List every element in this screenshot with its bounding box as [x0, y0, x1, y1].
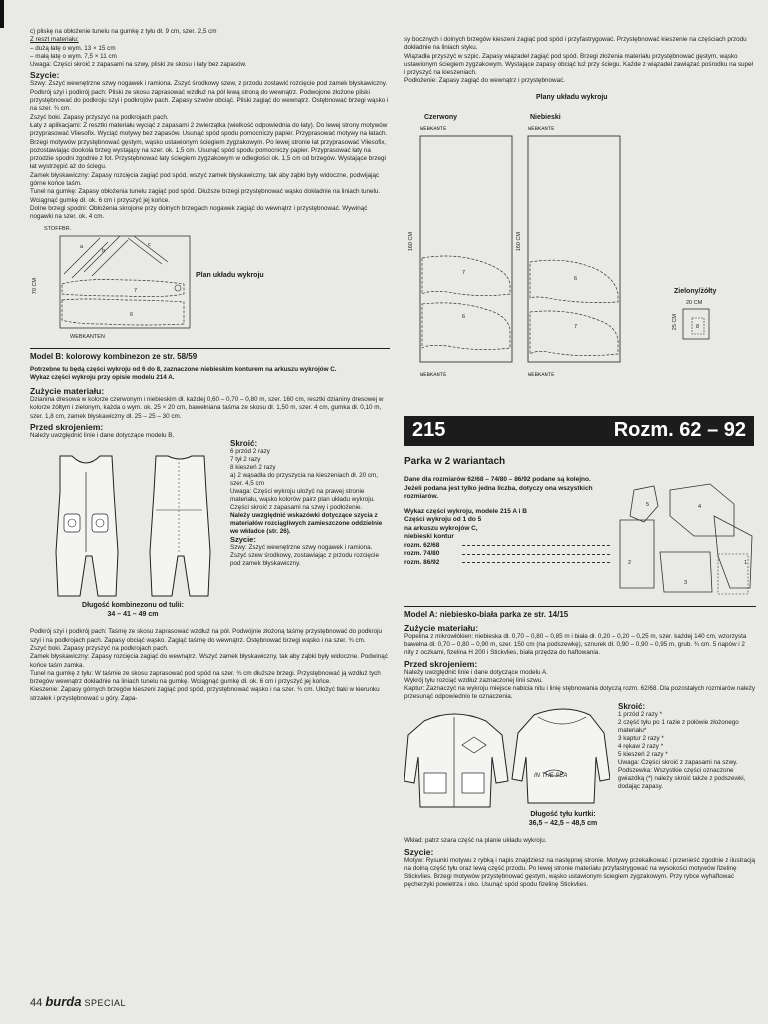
pattern-sizes: Rozm. 62 – 92	[613, 419, 746, 441]
plans-caption: Plany układu wykroju	[536, 93, 608, 101]
szycie-paragraph: Zamek błyskawiczny: Zapasy rozcięcia zagiąć pod spód, wszyć zamek błyskawiczny, tak aby ząbki były widoczne, podwijając górne końce taśm.	[30, 171, 380, 188]
model-a-before-heading: Przed skrojeniem:	[404, 658, 478, 669]
szycie-text: Szwy: Zszyć wewnętrzne szwy nogawek i ramiona. Zszyć szew środkowy, zostawiając z przodu rozcięcie pod zamek błyskawiczny.	[230, 544, 379, 568]
stoffbr-label: STOFFBR.	[44, 225, 72, 232]
piece-6-label: 6	[462, 313, 466, 320]
top-paragraph: Podłożenie: Zapasy zagiąć do wewnątrz i przystębnować.	[404, 77, 566, 85]
parka-piece-num: 3	[684, 580, 688, 586]
model-a-kaptur: Kaptur: Zaznaczyć na wykroju miejsce nabicia nitu i linię stębnowania dotyczą rozm. 62/68. Dla pozostałych rozmiarów należy przesunąć odpowiednio te oznaczenia.	[404, 685, 756, 701]
page-footer	[30, 994, 126, 1009]
parka-piece-num: 4	[698, 504, 702, 510]
model-b-block	[30, 440, 390, 628]
parka-length-block	[508, 811, 618, 828]
page-number: 44	[30, 997, 43, 1009]
motyw-text: Motyw: Rysunki motywu z rybką i napis znajdziesz na następnej stronie. Motywy przekalkować i przenieść zgodnie z ilustracją na dolną część tyłu oraz lewą część przodu. Po lewej stronie materiału przyfastrygować na wysokości motywów fizelinę Stickvlies. Brzegi motywów przystębnować gęstym, wąsko ustawionym ściegiem zygzakowym. Przy rybce wyhaftować pęcherzyki powietrza i oko. Usunąć spód spodu fizelinę Stickvlies.	[404, 856, 756, 889]
piece-6-label: 6	[574, 275, 578, 282]
model-b-intro2: Wykaz części wykroju przy opisie modelu 214 A.	[30, 373, 175, 381]
parka-title: Parka w 2 wariantach	[404, 456, 506, 467]
szycie-paragraph: Szwy: Zszyć wewnętrzne szwy nogawek i ramiona. Zszyć środkowy szew, z przodu zostawić rozcięcie pod zamek błyskawiczny.	[30, 80, 388, 88]
piece-7-label: 7	[462, 269, 466, 276]
bottom-paragraph: Podkrój szyi i podkrój pach: Taśmę ze skosu zaprasować wzdłuż na pół. Podwójnie złożoną taśmę przystębnować do podkroju szyi i na podkrojach pach. Zapasy obciąć wąsko. Zagiąć taśmę do wewnątrz. Ostębnować brzegi wąsko i na szer. ¾ cm.	[30, 628, 382, 644]
bottom-paragraph: Zamek błyskawiczny: Zapasy rozcięcia zagiąć do wewnątrz. Wszyć zamek błyskawiczny, tak aby ząbki były widoczne. Podwinąć końce taśm zamka.	[30, 653, 388, 669]
szycie-heading: Szycie:	[30, 70, 60, 81]
length-caption: Długość kombinezonu od tulii:	[82, 602, 184, 610]
model-b-before-heading: Przed skrojeniem:	[30, 422, 104, 433]
piece-7-label: 7	[574, 323, 578, 330]
parka-info-text	[404, 476, 610, 567]
model-b-intro: Potrzebne tu będą części wykroju od 6 do 8, zaznaczone niebieskim konturem na arkuszu wykrojów C.	[30, 365, 337, 373]
wklad-text: Wkład: patrz szara część na planie układu wykroju.	[404, 837, 547, 845]
parka-section	[404, 456, 756, 889]
model-a-pieces	[618, 703, 756, 791]
piece-7-label: 7	[134, 287, 138, 294]
model-b-before: Należy uwzględnić linie i dane dotyczące modelu B.	[30, 432, 175, 440]
brand-special: SPECIAL	[84, 998, 127, 1008]
piece-c-label: c	[148, 241, 151, 248]
brand-logo: burda	[45, 994, 82, 1009]
length-values: 34 – 41 – 49 cm	[107, 610, 159, 618]
piece-a-label: a	[80, 243, 84, 250]
parka-piece-num: 2	[628, 560, 632, 566]
model-a-wykroj: Wykrój tyłu rozciąć wzdłuż zaznaczonej linii szwu.	[404, 676, 543, 684]
model-a-uwaga: Uwaga: Części skroić z zapasami na szwy.	[618, 759, 738, 767]
parka-pieces-text: Wykaz części wykroju, modele 215 A i B	[404, 507, 527, 515]
parka-illustration	[404, 707, 610, 813]
blue-label: Niebieski	[530, 113, 561, 121]
bottom-paragraph: Tunel na gumkę z tyłu: W taśmie ze skosu zaprasować pod spód na szer. ¾ cm dłuższe brzegi. Przystębnować ją wzdłuż tych brzegów wewnątrz dokładnie na liniach tunelu na gumkę. Wciągnąć gumkę dł. ok. 6 cm i przyszyć jej końce.	[30, 669, 381, 686]
model-a-body	[404, 623, 756, 701]
model-a-sewing	[404, 837, 756, 889]
uwaga-text: Uwaga: Części wykroju ułożyć na prawej stronie materiału, wąsko kolorów pairz plan układu wykroju. Części skroić z zapasami na szwy i podłożenie.	[230, 488, 375, 512]
cm160-label: 160 CM	[408, 231, 414, 252]
webkante-label: WEBKANTE	[528, 124, 555, 132]
szycie-heading: Szycie:	[230, 535, 256, 545]
cm20-label: 20 CM	[686, 299, 703, 306]
skroic-heading: Skroić:	[230, 439, 258, 449]
model-a-title: Model A: niebiesko-biała parka ze str. 14/15	[404, 610, 569, 619]
green-label: Zielony/żółty	[674, 287, 717, 295]
model-a-materials-heading: Zużycie materiału:	[404, 623, 479, 633]
pattern-banner	[404, 416, 754, 446]
model-a-piece-item: 5 kieszeń 2 razy *	[618, 751, 668, 759]
size-dash	[462, 554, 610, 555]
parka-info-block	[404, 476, 756, 600]
right-column	[404, 36, 756, 394]
top-paragraph: Wiązadła przyszyć w szpic. Zapasy wiązadeł zagiąć pod spód. Brzegi złożenia materiału przystębnować gęstym, wąsko ustawionym ściegiem zygzakowym. Wystające zapasy obciąć tuż przy ściegu. Każde z wiązadeł zawiązać pośrodku na supeł i przyszyć na kieszeniach.	[404, 52, 753, 77]
cm25-label: 25 CM	[672, 313, 678, 330]
model-b-materials-heading: Zużycie materiału:	[30, 386, 105, 397]
sea-text: IN THE SEA	[534, 773, 568, 780]
model-a-piece-item: 1 przód 2 razy *	[618, 711, 663, 719]
bottom-paragraph: Zszyć boki. Zapasy przyszyć na podkrojach pach.	[30, 644, 169, 652]
webkanten-label: WEBKANTEN	[70, 333, 105, 340]
size-row	[404, 542, 610, 551]
cm-label: 70 CM	[32, 277, 38, 294]
parka-illustration-block	[404, 703, 756, 837]
model-b-pieces	[230, 440, 390, 568]
szycie-paragraph: Łaty z aplikacjami: Z resztki materiału wyciąć z zapasami 2 zwierzątka (wielkość odpowiednia do łaty). Do lewej strony motywów przyprasować Vliesofix. Wyciąć motywy bez zapasów. Usunąć spód spodu pomocniczy papier. Przyprasować motywy na łatach. Brzegi motywów przystębnować gęstym, wąsko ustawionym ściegiem zygzakowym. Po lewej stronie łat przyprasować Vliesofix, pozostawiając dookoła brzeg wystający na szer. ok. 1,5 cm. Usunąć spód spodu pomocniczy papier. Przyprasować łaty na przodzie spodni zgodnie z fot. Przystębnować łaty ściegiem zygzakowym w odległości ok. 1,5 cm od brzegów. Wystające brzegi łat wystrzępić aż do ściegu.	[30, 121, 388, 171]
intro-line: – dużą łatę o wym. 13 × 15 cm	[30, 44, 116, 52]
szycie-paragraph: Podkrój szyi i podkrój pach: Pliski ze skosu zaprasować wzdłuż na pół lewą stroną do wewnątrz. Podwojone złożone pliski przystębnować do podkroju szyi i podkrojów pach. Zapasy szwów obciąć. Pliski zagiąć do wewnątrz. Ostębnować brzegi wąsko i na szer. ¾ cm.	[30, 88, 389, 113]
red-label: Czerwony	[424, 113, 458, 121]
intro-line: – małą łatę o wym. 7,5 × 11 cm	[30, 52, 117, 60]
piece-item: 8 kieszeń 2 razy	[230, 464, 276, 472]
cm160-label: 160 CM	[516, 231, 522, 252]
piece-item: 7 tył 2 razy	[230, 456, 261, 464]
szycie-paragraph: Tunel na gumkę: Zapasy obłożenia tunelu zagiąć pod spód. Dłuższe brzegi przystębnować wąsko dokładnie na liniach tunelu. Wciągnąć gumkę dł. ok. 6 cm i przyszyć jej końce.	[30, 188, 381, 204]
parka-pieces-text3: na arkuszu wykrojów C,	[404, 524, 478, 532]
size-row-label: rozm. 74/80	[404, 550, 440, 557]
length-caption-block	[40, 602, 226, 619]
piece-b-label: b	[102, 247, 106, 254]
model-a-szycie-heading: Szycie:	[404, 846, 434, 857]
webkante-label: WEBKANTE	[420, 370, 447, 378]
parka-piece-num: 5	[646, 502, 650, 508]
size-row-label: rozm. 86/92	[404, 558, 440, 566]
model-b-materials: Dzianina dresowa w kolorze czerwonym i niebieskim dł. każdej 0,60 – 0,70 – 0,80 m, szer. 160 cm, resztki dzianiny dresowej w kolorze żółtym i zielonym, każda o wym. ok. 25 × 20 cm, bawełniana taśma ze skosu dł. 1,50 m, szer. 4 cm, gumka dł. 0,10 m, szer. 1,8 cm, zamek błyskawiczny dł. 25 – 25 – 30 cm.	[30, 396, 384, 420]
model-a-piece-item: 3 kaptur 2 razy *	[618, 735, 664, 743]
intro-line: Z reszt materiału:	[30, 36, 79, 44]
model-a-podszewka: Podszewka: Wszystkie części oznaczone gwiazdką (*) należy skroić także z podszewki, dodając zapasy.	[618, 767, 746, 791]
top-paragraph: sy bocznych i dolnych brzegów kieszeni zagiąć pod spód i przyfastrygować. Przystębnować kieszenie na częściach przodu dokładnie na liniach styku.	[404, 36, 747, 52]
parka-sizes-text: Dane dla rozmiarów 62/68 – 74/80 – 86/92 podane są kolejno. Jeżeli podana jest tylko jedna liczba, dotyczy ona wszystkich rozmiarów.	[404, 476, 593, 500]
webkante-label: WEBKANTE	[420, 124, 447, 132]
parka-length-caption: Długość tyłu kurtki:	[530, 811, 596, 819]
bottom-paragraph: Kieszenie: Zapasy górnych brzegów kieszeni zagiąć pod spód, przystębnować wąsko i na szer. ¾ cm. Ułożyć tłaki w kierunku strzałek i przystębnować u góry. Zapa-	[30, 686, 380, 702]
layout-diagram-left	[30, 226, 390, 344]
section-rule	[404, 606, 756, 607]
model-a-piece-item: 2 część tyłu po 1 razie z połówie złożonego materiału*	[618, 719, 739, 735]
layout-plans	[404, 92, 756, 394]
plans-sketch	[418, 134, 638, 366]
model-a-materials: Popelina z mikrowłókien: niebieska dł. 0,70 – 0,80 – 0,85 m i biała dł. 0,20 – 0,20 – 0,25 m, szer. każdej 140 cm, wzorzysta bawełna dł. 0,70 – 0,80 – 0,90 m, szer. 150 cm (na podszewkę), sznurek dł. 0,90 – 0,90 – 0,95 m, grub. ¾ cm. 5 napów i 2 nity z oczkami, fizelina H 200 i Stickvlies, biała przędza do haftowania.	[404, 633, 747, 657]
layout-caption: Plan układu wykroju	[196, 271, 264, 279]
parka-pieces-text4: niebieski kontur	[404, 533, 454, 540]
piece-8-label: 8	[696, 323, 700, 330]
szycie-paragraph: Zszyć boki. Zapasy przyszyć na podkrojach pach.	[30, 113, 169, 121]
intro-line: Uwaga: Części skroić z zapasami na szwy, pliski ze skosu i łaty bez zapasów.	[30, 61, 247, 69]
szycie-paragraph: Dolne brzegi spodni: Obłożenia skrojone przy dolnych brzegach nogawek zagiąć do wewnątrz i przystębnować. Wywinąć nogawki na szer. ok. 4 cm.	[30, 204, 368, 221]
piece-item: a) 2 wąsadła do przyszycia na kieszeniach dł. 20 cm, szer. 4,5 cm	[230, 472, 379, 488]
size-row-label: rozm. 62/68	[404, 541, 440, 549]
model-a-skroic-heading: Skroić:	[618, 702, 646, 712]
piece-6-label: 6	[130, 311, 134, 318]
section-rule	[30, 348, 390, 349]
layout-sketch	[44, 234, 194, 332]
left-column	[30, 28, 390, 703]
size-row	[404, 550, 610, 559]
note-bold: Należy uwzględnić wskazówki dotyczące szycia z materiałów rozciągliwych zamieszczone oddzielnie we wkładce (str. 26).	[230, 512, 383, 536]
parka-length-values: 36,5 – 42,5 – 48,5 cm	[528, 819, 598, 827]
model-a-before: Należy uwzględnić linie i dane dotyczące modelu A.	[404, 668, 548, 676]
size-dash	[462, 545, 610, 546]
size-row	[404, 559, 610, 568]
intro-line: c) pliskę na obłożenie tunelu na gumkę z tyłu dł. 9 cm, szer. 2,5 cm	[30, 28, 217, 35]
size-dash	[462, 562, 610, 563]
parka-piece-num: 1	[744, 560, 748, 566]
piece-item: 6 przód 2 razy	[230, 448, 270, 456]
pattern-number: 215	[412, 419, 446, 441]
webkante-label: WEBKANTE	[528, 370, 555, 378]
jumpsuit-illustration	[38, 452, 224, 600]
model-b-title: Model B: kolorowy kombinezon ze str. 58/59	[30, 351, 198, 361]
parka-pieces-text2: Części wykroju od 1 do 5	[404, 516, 482, 523]
model-a-piece-item: 4 rękaw 2 razy *	[618, 743, 664, 751]
page-edge-mark	[0, 0, 4, 28]
